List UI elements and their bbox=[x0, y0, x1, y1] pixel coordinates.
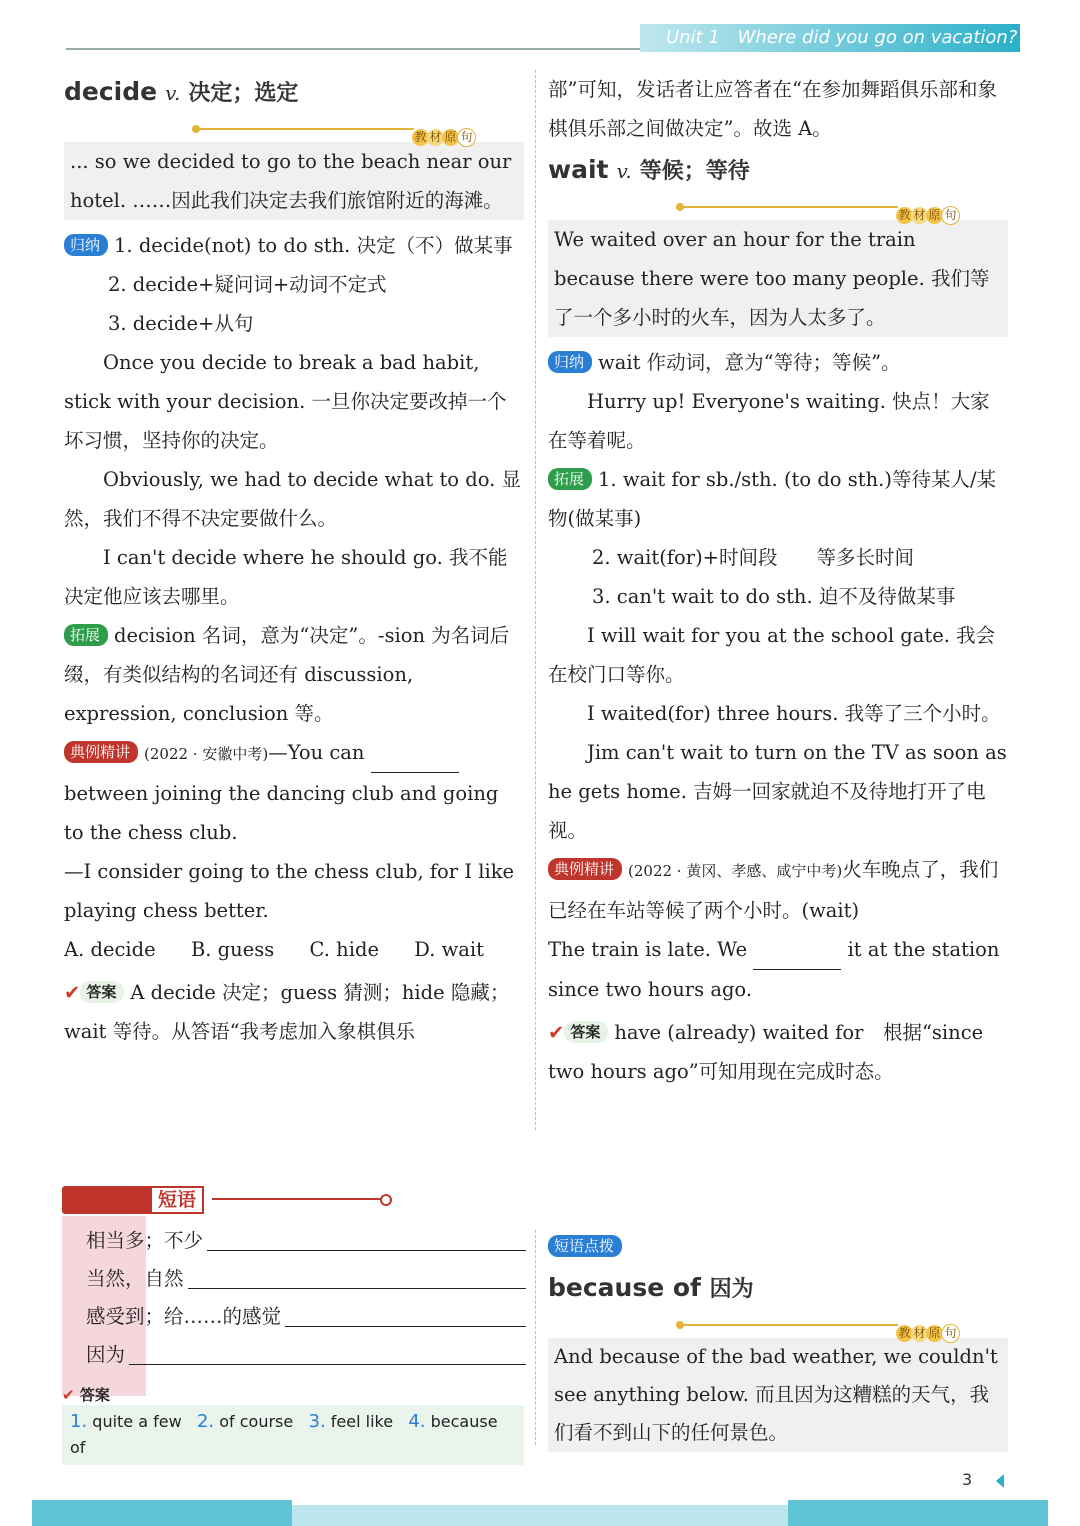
phrase-item: 因为 bbox=[86, 1336, 526, 1374]
answer-continuation: 部”可知，发话者让应答者在“在参加舞蹈俱乐部和象棋俱乐部之间做决定”。故选 A。 bbox=[548, 78, 997, 140]
footer-band bbox=[32, 1500, 292, 1526]
fill-blank[interactable] bbox=[129, 1336, 526, 1365]
source-sentence-marker bbox=[548, 1312, 1008, 1338]
answer-badge: 答案 bbox=[79, 1386, 110, 1404]
options-row bbox=[64, 930, 524, 969]
phrase-tip bbox=[548, 1228, 1008, 1452]
summary-badge: 归纳 bbox=[548, 351, 592, 373]
phrase-fill-list bbox=[86, 1222, 526, 1374]
source-sentence: And because of the bad weather, we couldn't see anything below. 而且因为这糟糕的天气，我们看不到山下的任何景色。 bbox=[548, 1338, 1008, 1452]
source-sentence-marker bbox=[64, 116, 524, 142]
example-badge: 典例精讲 bbox=[548, 858, 622, 880]
answer-block: ✔ 答案 have (already) waited for 根据“since two hours ago”可知用现在完成时态。 bbox=[548, 1021, 984, 1083]
extend-item: 2. wait(for)+时间段 等多长时间 bbox=[592, 546, 915, 569]
source-tag: 教 材 原 句 bbox=[414, 118, 476, 157]
source-sentence: ... so we decided to go to the beach near our hotel. ……因此我们决定去我们旅馆附近的海滩。 bbox=[64, 142, 524, 220]
extend-badge: 拓展 bbox=[548, 468, 592, 490]
example-badge: 典例精讲 bbox=[64, 741, 138, 763]
page-number: 3 bbox=[962, 1470, 973, 1489]
fill-blank[interactable] bbox=[207, 1222, 526, 1251]
phrase-section-heading bbox=[62, 1186, 332, 1214]
exam-question: 典例精讲 (2022 · 安徽中考)—You can between joining the dancing club and going to the chess club. bbox=[64, 733, 524, 852]
footer-band bbox=[292, 1505, 788, 1526]
example-sentence: I can't decide where he should go. 我不能决定他应该去哪里。 bbox=[64, 546, 508, 608]
exam-reply: —I consider going to the chess club, for I like playing chess better. bbox=[64, 860, 515, 922]
fill-blank[interactable] bbox=[188, 1260, 526, 1289]
unit-title: Where did you go on vacation? bbox=[737, 27, 1018, 48]
example-sentence: Once you decide to break a bad habit, stick with your decision. 一旦你决定要改掉一个坏习惯，坚持你的决定。 bbox=[64, 351, 507, 452]
word-heading-wait: wait v. 等候；等待 bbox=[548, 155, 750, 184]
fill-blank[interactable] bbox=[285, 1298, 526, 1327]
phrase-item: 当然，自然 bbox=[86, 1260, 526, 1298]
check-icon: ✔ bbox=[548, 1021, 565, 1044]
answer-block: ✔ 答案 A decide 决定；guess 猜测；hide 隐藏；wait 等待。从答语“我考虑加入象棋俱乐 bbox=[64, 981, 510, 1043]
answer-list: 1. quite a few 2. of course 3. feel like 4. because of bbox=[62, 1405, 524, 1465]
footer-band bbox=[788, 1500, 1048, 1526]
summary-item: 2. decide+疑问词+动词不定式 bbox=[108, 273, 387, 296]
exam-sentence: The train is late. We it at the station since two hours ago. bbox=[548, 930, 1008, 1009]
right-column bbox=[548, 70, 1008, 1091]
check-icon: ✔ bbox=[64, 981, 81, 1004]
summary-block: 归纳 wait 作动词，意为“等待；等候”。 bbox=[548, 343, 1008, 382]
summary-item: 3. decide+从句 bbox=[108, 312, 254, 335]
extend-block: 拓展 1. wait for sb./sth. (to do sth.)等待某人/某物(做某事) bbox=[548, 468, 997, 530]
option-c: C. hide bbox=[309, 938, 379, 961]
phrase-item: 感受到；给……的感觉 bbox=[86, 1298, 526, 1336]
answer-badge: 答案 bbox=[564, 1021, 608, 1043]
option-b: B. guess bbox=[190, 938, 275, 961]
example-sentence: I will wait for you at the school gate. 我会在校门口等你。 bbox=[548, 624, 996, 686]
extend-block: 拓展 decision 名词，意为“决定”。-sion 为名词后缀，有类似结构的名词还有 discussion, expression, conclusion 等。 bbox=[64, 624, 510, 725]
answer-blank bbox=[371, 733, 459, 773]
word-heading-decide: decide v. 决定；选定 bbox=[64, 77, 299, 106]
check-icon: ✔ bbox=[62, 1386, 75, 1404]
column-divider bbox=[535, 1230, 537, 1445]
source-tag: 教 材 原 句 bbox=[898, 196, 960, 235]
column-divider bbox=[535, 70, 537, 1130]
source-sentence-marker bbox=[548, 194, 1008, 220]
phrase-heading-label: 短语 bbox=[150, 1186, 204, 1214]
header-bar bbox=[640, 24, 1020, 52]
answer-badge: 答案 bbox=[80, 981, 124, 1003]
source-sentence: We waited over an hour for the train because there were too many people. 我们等了一个多小时的火车，因为人太多了。 bbox=[548, 220, 1008, 337]
summary-block: 归纳 1. decide(not) to do sth. 决定（不）做某事 bbox=[64, 226, 524, 265]
exam-question: 典例精讲 (2022 · 黄冈、孝感、咸宁中考)火车晚点了，我们已经在车站等候了两个小时。(wait) bbox=[548, 858, 999, 922]
option-a: A. decide bbox=[64, 938, 156, 961]
extend-badge: 拓展 bbox=[64, 624, 108, 646]
triangle-icon bbox=[996, 1474, 1004, 1488]
extend-item: 3. can't wait to do sth. 迫不及待做某事 bbox=[592, 585, 956, 608]
source-tag: 教 材 原 句 bbox=[898, 1314, 960, 1352]
example-sentence: I waited(for) three hours. 我等了三个小时。 bbox=[587, 702, 1001, 725]
answer-blank bbox=[753, 930, 841, 970]
option-d: D. wait bbox=[414, 938, 484, 961]
example-sentence: Jim can't wait to turn on the TV as soon as he gets home. 吉姆一回家就迫不及待地打开了电视。 bbox=[548, 741, 1007, 842]
unit-label: Unit 1 bbox=[666, 27, 720, 48]
summary-badge: 归纳 bbox=[64, 234, 108, 256]
phrase-answers bbox=[62, 1384, 524, 1465]
phrase-tip-badge: 短语点拨 bbox=[548, 1235, 622, 1257]
phrase-item: 相当多；不少 bbox=[86, 1222, 526, 1260]
example-sentence: Hurry up! Everyone's waiting. 快点！大家在等着呢。 bbox=[548, 390, 990, 452]
word-heading-because-of: because of 因为 bbox=[548, 1273, 754, 1302]
example-sentence: Obviously, we had to decide what to do. 显然，我们不得不决定要做什么。 bbox=[64, 468, 522, 530]
left-column bbox=[64, 70, 524, 1051]
